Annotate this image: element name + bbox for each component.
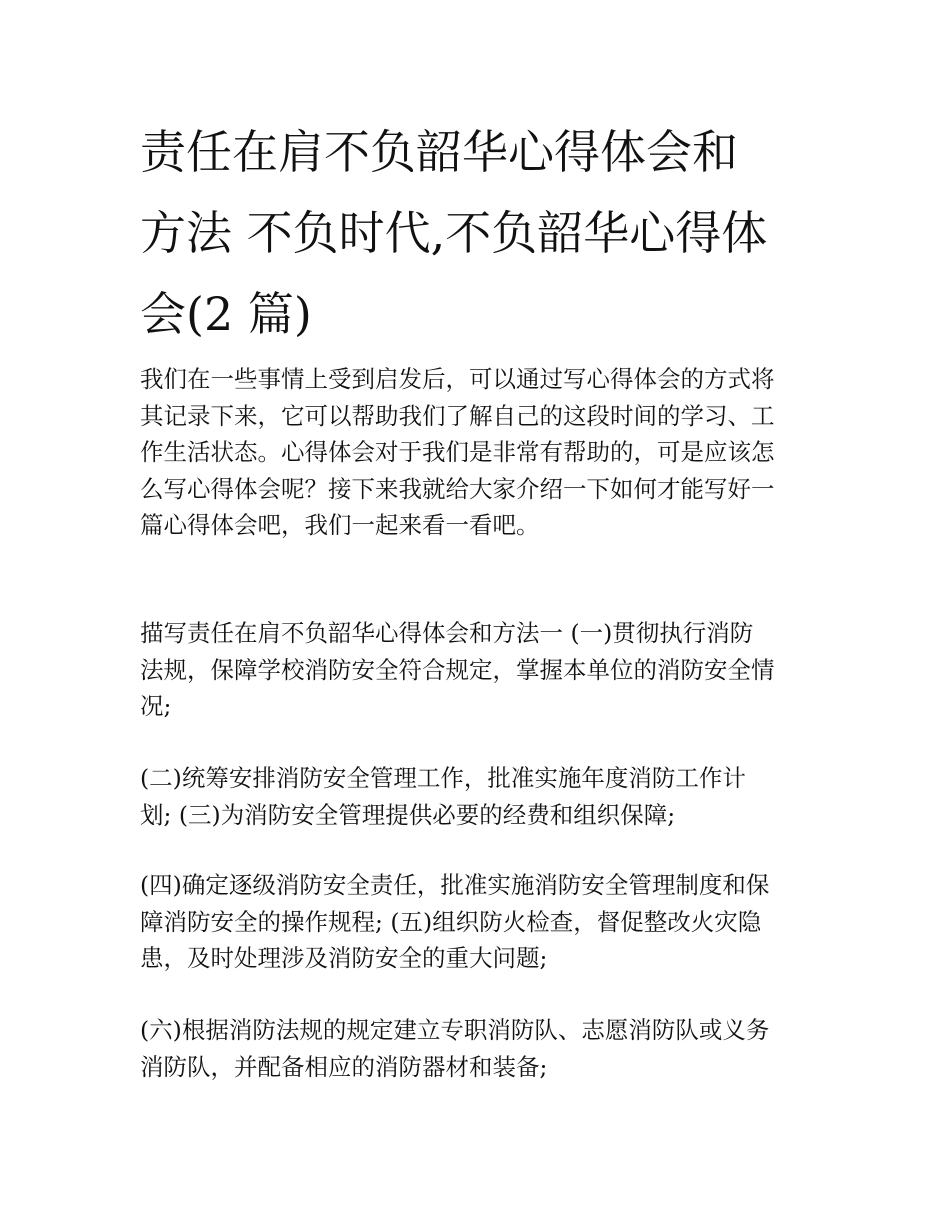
text-line: 消防队，并配备相应的消防器材和装备; <box>140 1052 548 1081</box>
text-line: (四)确定逐级消防安全责任，批准实施消防安全管理制度和保 <box>140 871 770 899</box>
title-line: 方法 不负时代,不负韶华心得体 <box>140 206 768 260</box>
text-line: 描写责任在肩不负韶华心得体会和方法一 (一)贯彻执行消防 <box>140 619 754 647</box>
text-line: 我们在一些事情上受到启发后，可以通过写心得体会的方式将 <box>140 365 775 393</box>
section-paragraph-2 <box>140 760 820 833</box>
section-paragraph-3 <box>140 867 820 977</box>
text-line: 作生活状态。心得体会对于我们是非常有帮助的，可是应该怎 <box>140 438 775 466</box>
section-paragraph-1 <box>140 615 820 725</box>
title-line: 责任在肩不负韶华心得体会和 <box>140 125 738 179</box>
text-line: 篇心得体会吧，我们一起来看一看吧。 <box>140 511 540 539</box>
text-line: 么写心得体会呢？接下来我就给大家介绍一下如何才能写好一 <box>140 474 775 503</box>
text-line: 障消防安全的操作规程; (五)组织防火检查，督促整改火灾隐 <box>140 907 762 936</box>
text-line: 法规，保障学校消防安全符合规定，掌握本单位的消防安全情 <box>140 655 775 684</box>
text-line: (六)根据消防法规的规定建立专职消防队、志愿消防队或义务 <box>140 1016 770 1044</box>
text-line: 划; (三)为消防安全管理提供必要的经费和组织保障; <box>140 800 676 829</box>
section-paragraph-4 <box>140 1012 820 1085</box>
text-line: (二)统筹安排消防安全管理工作，批准实施年度消防工作计 <box>140 764 746 792</box>
title-line: 会(2 篇) <box>140 287 312 341</box>
text-line: 患，及时处理涉及消防安全的重大问题; <box>140 944 548 972</box>
text-line: 况; <box>140 692 172 720</box>
document-title <box>140 112 820 355</box>
text-line: 其记录下来，它可以帮助我们了解自己的这段时间的学习、工 <box>140 401 775 430</box>
intro-paragraph <box>140 361 820 544</box>
